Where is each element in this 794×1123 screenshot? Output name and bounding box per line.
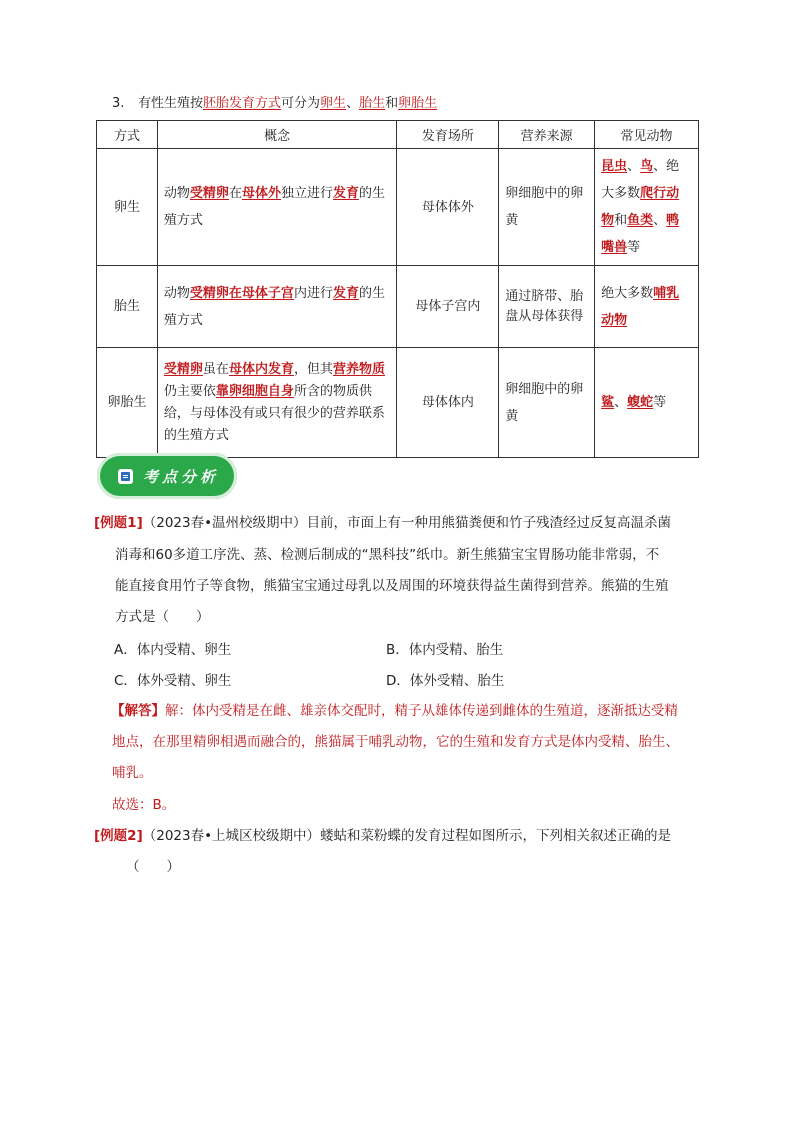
cell-animals: 绝大多数哺乳动物 [595,266,699,348]
header-concept: 概念 [157,121,397,149]
cell-place: 母体体外 [397,149,499,266]
answer-text: 解：体内受精是在雌、雄亲体交配时，精子从雄体传递到雌体的生殖道，逐渐抵达受精 [165,703,678,719]
cell-place: 母体体内 [397,348,499,458]
header-animals: 常见动物 [595,121,699,149]
cell-nutrition: 卵细胞中的卵黄 [499,348,595,458]
heading-highlight-oviparous: 卵生 [320,96,347,111]
example1-option-c: C．体外受精、卵生 [114,673,232,689]
section-number: 3. [112,96,125,111]
cell-mode: 胎生 [97,266,158,348]
header-nutrition: 营养来源 [499,121,595,149]
cell-animals: 鲨、蝮蛇等 [595,348,699,458]
example1-answer-line1 [111,696,678,727]
reproduction-comparison-table [96,120,699,458]
example1-question-start: 目前，市面上有一种用熊猫粪便和竹子残渣经过反复高温杀菌 [306,515,672,531]
heading-text-6: 和 [385,96,399,111]
heading-text-2: 可分为 [281,96,321,111]
cell-nutrition: 通过脐带、胎盘从母体获得 [499,266,595,348]
example1-answer-line2: 地点，在那里精卵相遇而融合的，熊猫属于哺乳动物，它的生殖和发育方式是体内受精、胎生、 [112,734,679,750]
example1-source: （2023春•温州校级期中） [142,515,307,531]
example2-line1 [94,821,714,852]
section-heading [112,95,437,113]
example1-line1 [94,508,714,539]
header-place: 发育场所 [397,121,499,149]
example2-question-start: 蝼蛄和菜粉蝶的发育过程如图所示，下列相关叙述正确的是 [320,828,672,844]
heading-text-4: 、 [346,96,360,111]
example1-line3: 能直接食用竹子等食物，熊猫宝宝通过母乳以及周围的环境获得益生菌得到营养。熊猫的生殖 [115,578,669,594]
heading-text-0: 有性生殖按 [138,96,204,111]
example1-answer-line3: 哺乳。 [112,765,153,781]
example1-line4: 方式是（ ） [115,609,210,625]
heading-highlight-embryo: 胚胎发育方式 [203,96,282,111]
cell-place: 母体子宫内 [397,266,499,348]
cell-mode: 卵胎生 [97,348,158,458]
example1-option-a: A．体内受精、卵生 [114,642,232,658]
example1-line2: 消毒和60多道工序洗、蒸、检测后制成的“黑科技”纸巾。新生熊猫宝宝胃肠功能非常弱，不 [115,547,660,563]
table-header-row [97,121,699,149]
example2-tag: [例题2] [94,828,143,844]
heading-highlight-viviparous: 胎生 [359,96,386,111]
cell-mode: 卵生 [97,149,158,266]
cell-concept: 受精卵虽在母体内发育，但其营养物质仍主要依靠卵细胞自身所含的物质供给，与母体没有或只有很少的营养联系的生殖方式 [157,348,397,458]
heading-highlight-ovoviviparous: 卵胎生 [398,96,438,111]
cell-concept: 动物受精卵在母体外独立进行发育的生殖方式 [157,149,397,266]
header-mode: 方式 [97,121,158,149]
example2-source: （2023春•上城区校级期中） [142,828,321,844]
table-row [97,348,699,458]
key-point-analysis-badge [97,453,237,499]
book-icon [118,469,133,484]
table-row [97,149,699,266]
badge-label: 考点分析 [143,467,220,486]
example2-line2: （ ） [126,859,180,875]
cell-animals: 昆虫、鸟、绝大多数爬行动物和鱼类、鸭嘴兽等 [595,149,699,266]
table-row [97,266,699,348]
example1-choice: 故选：B。 [112,797,176,813]
example1-tag: [例题1] [94,515,143,531]
example1-option-d: D．体外受精、胎生 [386,673,505,689]
answer-tag: 【解答】 [111,703,165,719]
cell-nutrition: 卵细胞中的卵黄 [499,149,595,266]
example1-option-b: B．体内受精、胎生 [386,642,504,658]
cell-concept: 动物受精卵在母体子宫内进行发育的生殖方式 [157,266,397,348]
